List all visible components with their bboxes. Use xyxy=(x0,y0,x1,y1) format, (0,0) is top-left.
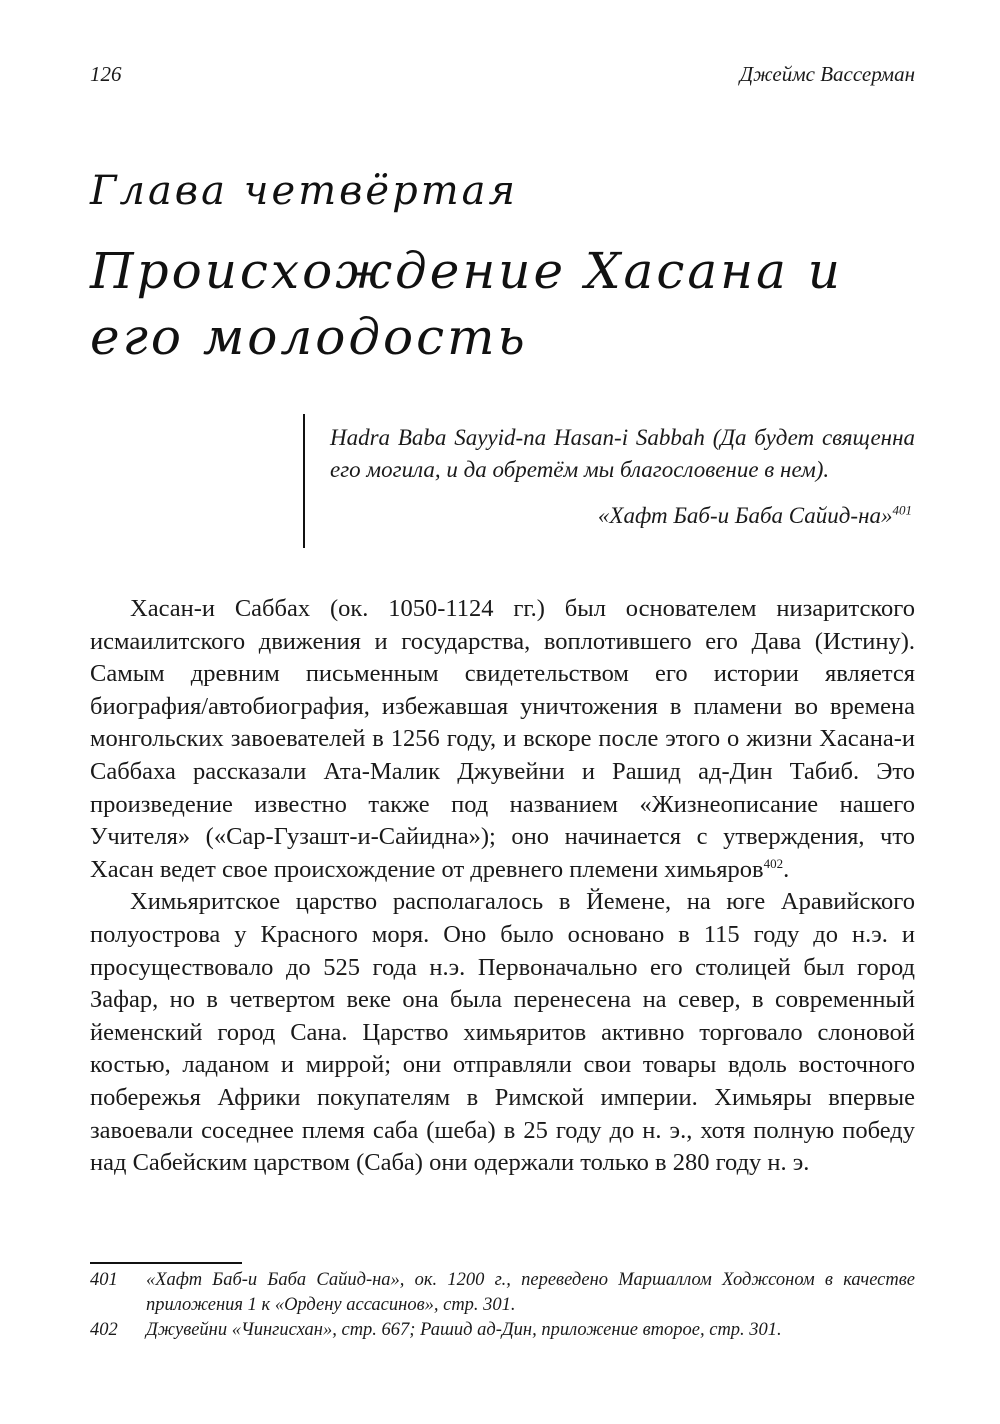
footnote-text: «Хафт Баб-и Баба Сайид-на», ок. 1200 г., переведено Маршаллом Ходжсоном в качестве приложения 1 к «Ордену ассасинов», стр. 301. xyxy=(146,1270,915,1315)
footnote-402 xyxy=(90,1318,915,1343)
epigraph-translation: (Да будет священна его могила, и да обретём мы благословение в нем). xyxy=(330,425,915,482)
footnote-rule xyxy=(90,1262,242,1264)
footnotes xyxy=(90,1268,915,1343)
epigraph-source-title: «Хафт Баб-и Баба Сайид-на» xyxy=(597,503,893,528)
epigraph-latin: Hadra Baba Sayyid-na Hasan-i Sabbah xyxy=(330,425,705,450)
paragraph-1-text: Хасан-и Саббах (ок. 1050-1124 гг.) был основателем низаритского исмаилитского движения и государства, воплотившего его Дава (Истину). Самым древним письменным свидетельством его истории является биография/автобиография, избежавшая уничтожения в пламени во времена монгольских завоевателей в 1256 году, и вскоре после этого о жизни Хасана-и Саббаха рассказали Ата-Малик Джувейни и Рашид ад-Дин Табиб. Это произведение известно также под названием «Жизнеописание нашего Учителя» («Сар-Гузашт-и-Сайидна»); оно начинается с утверждения, что Хасан ведет свое происхождение от древнего племени химьяров xyxy=(90,595,915,883)
running-author: Джеймс Вассерман xyxy=(739,62,915,86)
epigraph-rule xyxy=(303,414,305,548)
paragraph-1-end: . xyxy=(783,855,790,883)
paragraph-1 xyxy=(90,593,915,886)
footnote-401 xyxy=(90,1268,915,1318)
epigraph-text xyxy=(330,422,915,486)
footnote-number: 402 xyxy=(90,1320,118,1340)
epigraph-source xyxy=(330,503,912,529)
footnote-ref-402[interactable]: 402 xyxy=(763,855,784,871)
footnote-text: Джувейни «Чингисхан», стр. 667; Рашид ад-Дин, приложение второе, стр. 301. xyxy=(146,1320,782,1340)
chapter-title: Происхождение Хасана и его молодость xyxy=(90,242,844,366)
chapter-label: Глава четвёртая xyxy=(90,168,518,214)
body-text xyxy=(90,593,915,1180)
page-number: 126 xyxy=(90,62,122,86)
footnote-ref-401[interactable]: 401 xyxy=(892,502,912,518)
paragraph-2: Химьяритское царство располагалось в Йемене, на юге Аравийского полуострова у Красного моря. Оно было основано в 115 году до н.э. и просуществовало до 525 года н.э. Первоначально его столицей был город Зафар, но в четвертом веке она была перенесена на север, в современный йеменский город Сана. Царство химьяритов активно торговало слоновой костью, ладаном и миррой; они отправляли свои товары вдоль восточного побережья Африки покупателям в Римской империи. Химьяры впервые завоевали соседнее племя саба (шеба) в 25 году до н. э., хотя полную победу над Сабейским царством (Саба) они одержали только в 280 году н. э. xyxy=(90,888,915,1177)
running-head xyxy=(90,62,915,92)
footnote-number: 401 xyxy=(90,1270,118,1290)
